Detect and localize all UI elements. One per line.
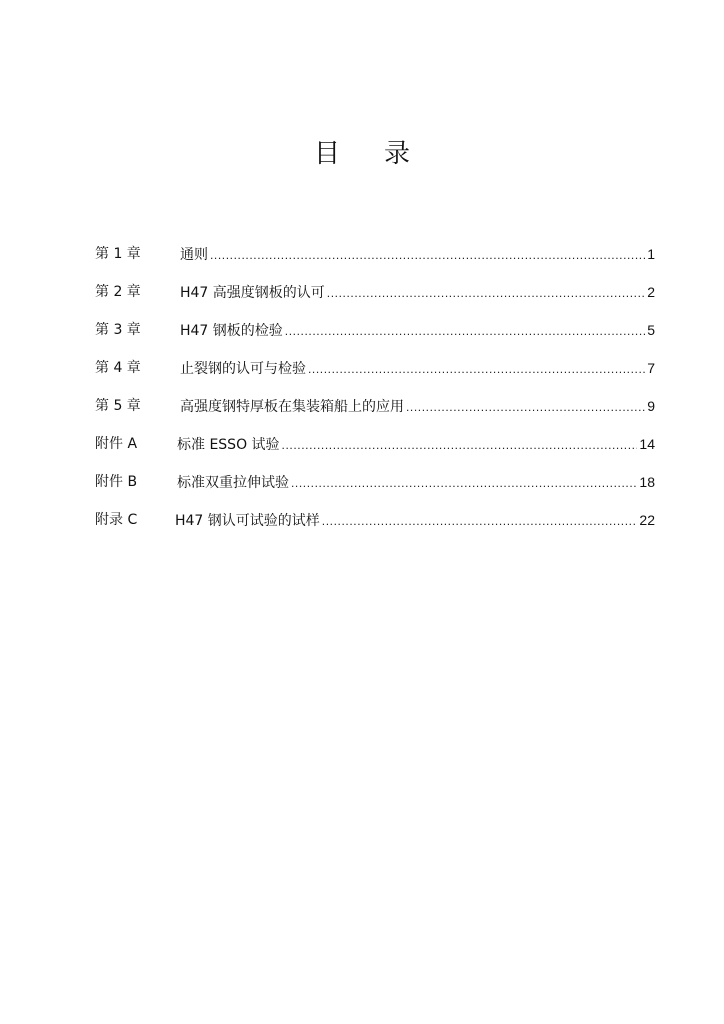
- toc-title: 标准双重拉伸试验: [177, 475, 289, 491]
- title-part-2: 录: [384, 139, 411, 169]
- toc-entry: [180, 320, 655, 341]
- toc-label: 附件 A: [95, 436, 138, 452]
- toc-leader: [327, 283, 645, 303]
- toc-entry: [180, 396, 655, 417]
- toc-label: 附件 B: [95, 474, 138, 490]
- toc-page-number: 7: [647, 360, 655, 376]
- toc-page-number: 18: [639, 474, 655, 490]
- toc-title: 高强度钢特厚板在集装箱船上的应用: [180, 399, 404, 415]
- toc-entry: [175, 510, 655, 531]
- toc-title: H47 钢板的检验: [180, 323, 283, 339]
- toc-label: 第 4 章: [95, 360, 141, 376]
- toc-leader: [406, 397, 645, 417]
- toc-row-4[interactable]: [95, 358, 655, 378]
- toc-label: 第 2 章: [95, 284, 141, 300]
- toc-page-number: 5: [647, 322, 655, 338]
- toc-row-8[interactable]: [95, 510, 655, 530]
- toc-page-number: 22: [639, 512, 655, 528]
- toc-row-3[interactable]: [95, 320, 655, 340]
- toc-leader: [282, 435, 638, 455]
- toc-row-5[interactable]: [95, 396, 655, 416]
- toc-entry: [177, 472, 655, 493]
- toc-page-number: 9: [647, 398, 655, 414]
- toc-label: 第 3 章: [95, 322, 141, 338]
- toc-row-1[interactable]: [95, 244, 655, 264]
- toc-entry: [177, 434, 655, 455]
- toc-entry: [180, 244, 655, 265]
- toc-label: 第 1 章: [95, 246, 141, 262]
- toc-leader: [285, 321, 645, 341]
- toc-page-number: 1: [647, 246, 655, 262]
- toc-entry: [180, 282, 655, 303]
- toc-leader: [291, 473, 637, 493]
- toc-entry: [180, 358, 655, 379]
- toc-row-7[interactable]: [95, 472, 655, 492]
- toc-title: 通则: [180, 247, 208, 263]
- toc-row-6[interactable]: [95, 434, 655, 454]
- toc-title: 止裂钢的认可与检验: [180, 361, 306, 377]
- toc-page-number: 2: [647, 284, 655, 300]
- toc-leader: [322, 511, 638, 531]
- toc-row-2[interactable]: [95, 282, 655, 302]
- toc-label: 附录 C: [95, 512, 138, 528]
- toc-label: 第 5 章: [95, 398, 141, 414]
- toc-leader: [308, 359, 645, 379]
- toc-title: 标准 ESSO 试验: [177, 437, 280, 453]
- toc-title: H47 钢认可试验的试样: [175, 513, 320, 529]
- toc-title: H47 高强度钢板的认可: [180, 285, 325, 301]
- toc-page-number: 14: [639, 436, 655, 452]
- title-part-1: 目: [313, 139, 340, 169]
- toc-leader: [210, 245, 645, 265]
